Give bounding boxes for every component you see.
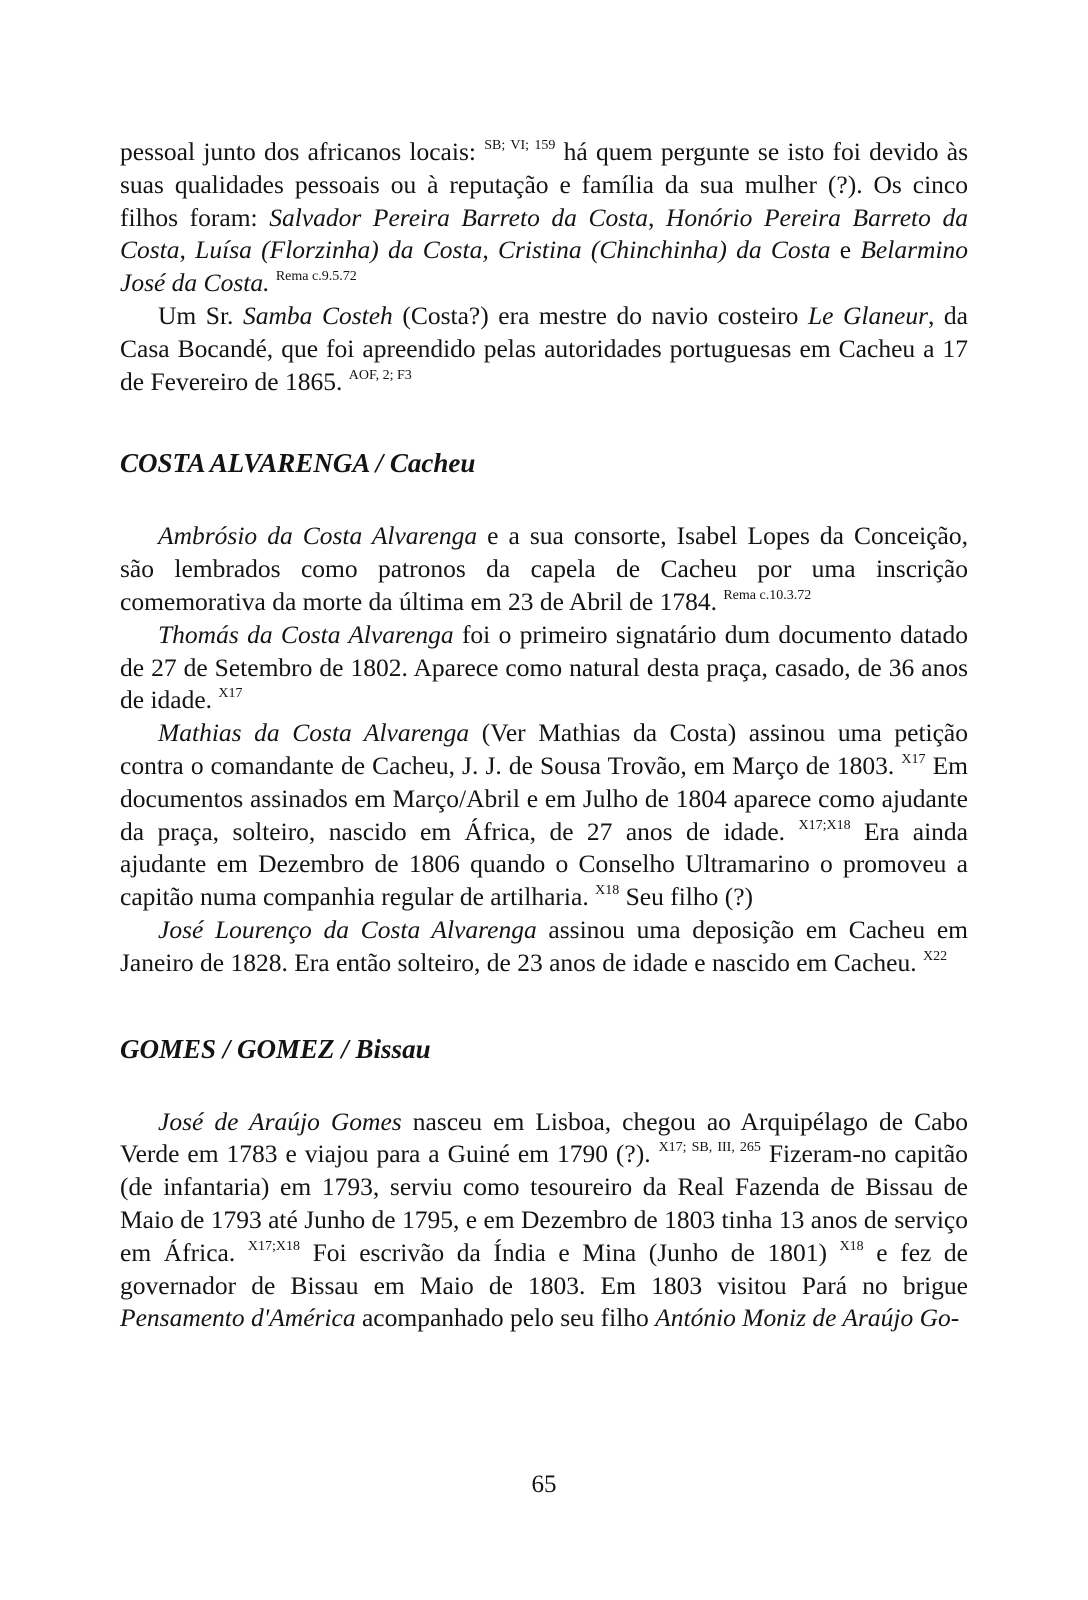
text: e a sua consorte, Isabel Lopes da Conceição, são lembrados como patronos da capela de Cacheu por uma inscrição comemorativa da morte da última em 23 de Abril de 1784. xyxy=(120,521,968,616)
citation: X18 xyxy=(839,1238,864,1254)
text: nasceu em Lisboa, chegou ao Arquipélago de Cabo Verde em 1783 e viajou para a Guiné em 1790 (?). xyxy=(120,1106,968,1169)
person-name: António Moniz de Araújo Go- xyxy=(655,1303,960,1333)
citation: X18 xyxy=(595,883,620,899)
section-heading-costa-alvarenga: COSTA ALVARENGA / Cacheu xyxy=(120,448,476,479)
person-name: Ambrósio da Costa Alvarenga xyxy=(158,521,478,551)
citation: X17 xyxy=(218,686,243,702)
text: e fez de governador de Bissau em Maio de 1803. Em 1803 visitou Pará no brigue xyxy=(120,1237,969,1300)
person-name: Mathias da Costa Alvarenga xyxy=(158,718,470,748)
text: assinou uma deposição em Cacheu em Janeiro de 1828. Era então solteiro, de 23 anos de idade e nascido em Cacheu. xyxy=(120,914,969,977)
ship-name: Pensamento d'América xyxy=(120,1303,356,1333)
citation: X17 xyxy=(901,751,926,767)
citation: X17;X18 xyxy=(247,1238,300,1254)
citation: X17; SB, III, 265 xyxy=(658,1140,761,1156)
paragraph-costa-children xyxy=(120,136,968,300)
paragraph-jose-lourenco xyxy=(120,914,968,980)
citation: X22 xyxy=(922,948,948,964)
person-name: Thomás da Costa Alvarenga xyxy=(158,619,454,649)
page-number: 65 xyxy=(531,1471,557,1498)
text: e xyxy=(830,235,861,265)
text: Foi escrivão da Índia e Mina (Junho de 1801) xyxy=(299,1237,827,1267)
text: Em documentos assinados em Março/Abril e em Julho de 1804 aparece como ajudante da praça, solteiro, nascido em África, de 27 anos de idade. xyxy=(120,750,969,846)
person-name: Samba Costeh xyxy=(242,300,393,330)
citation: Rema c.9.5.72 xyxy=(275,269,357,285)
citation: Rema c.10.3.72 xyxy=(723,587,812,603)
text: Era ainda ajudante em Dezembro de 1806 quando o Conselho Ultramarino o promoveu a capitão numa companhia regular de artilharia. xyxy=(120,816,968,912)
person-names: Salvador Pereira Barreto da Costa, Honório Pereira Barreto da Costa, Luísa (Florzinha) da Costa, Cristina (Chinchinha) da Costa xyxy=(120,202,968,265)
paragraph-ambrosio xyxy=(120,520,968,618)
ship-name: Le Glaneur xyxy=(807,300,928,330)
paragraph-thomas xyxy=(120,619,968,717)
paragraph-mathias xyxy=(120,717,968,914)
paragraph-samba-costeh xyxy=(120,300,968,398)
text: foi o primeiro signatário dum documento datado de 27 de Setembro de 1802. Aparece como natural desta praça, casado, de 36 anos de idade. xyxy=(120,619,968,715)
text: (Costa?) era mestre do navio costeiro xyxy=(392,300,808,330)
text: acompanhado pelo seu filho xyxy=(355,1303,656,1333)
person-name: José Lourenço da Costa Alvarenga xyxy=(158,914,537,944)
text: (Ver Mathias da Costa) assinou uma petição contra o comandante de Cacheu, J. J. de Sousa Trovão, em Março de 1803. xyxy=(120,718,969,780)
text: Seu filho (?) xyxy=(619,882,754,912)
section-heading-gomes: GOMES / GOMEZ / Bissau xyxy=(120,1033,431,1064)
citation: X17;X18 xyxy=(798,817,851,833)
document-page xyxy=(120,136,968,1335)
text: , da Casa Bocandé, que foi apreendido pelas autoridades portuguesas em Cacheu a 17 de Fevereiro de 1865. xyxy=(120,300,968,396)
person-name: José de Araújo Gomes xyxy=(158,1106,402,1136)
paragraph-jose-araujo-gomes xyxy=(120,1106,968,1336)
citation: SB; VI; 159 xyxy=(484,138,556,153)
text: pessoal junto dos africanos locais: xyxy=(120,137,485,166)
text: Um Sr. xyxy=(158,300,243,330)
person-name: Belarmino José da Costa. xyxy=(120,235,968,298)
text: há quem pergunte se isto foi devido às suas qualidades pessoais ou à reputação e família da sua mulher (?). Os cinco filhos foram: xyxy=(120,137,968,232)
text: Fizeram-no capitão (de infantaria) em 1793, serviu como tesoureiro da Real Fazenda de Bissau de Maio de 1793 até Junho de 1795, e em Dezembro de 1803 tinha 13 anos de serviço em África. xyxy=(120,1139,968,1267)
citation: AOF, 2; F3 xyxy=(348,367,412,383)
